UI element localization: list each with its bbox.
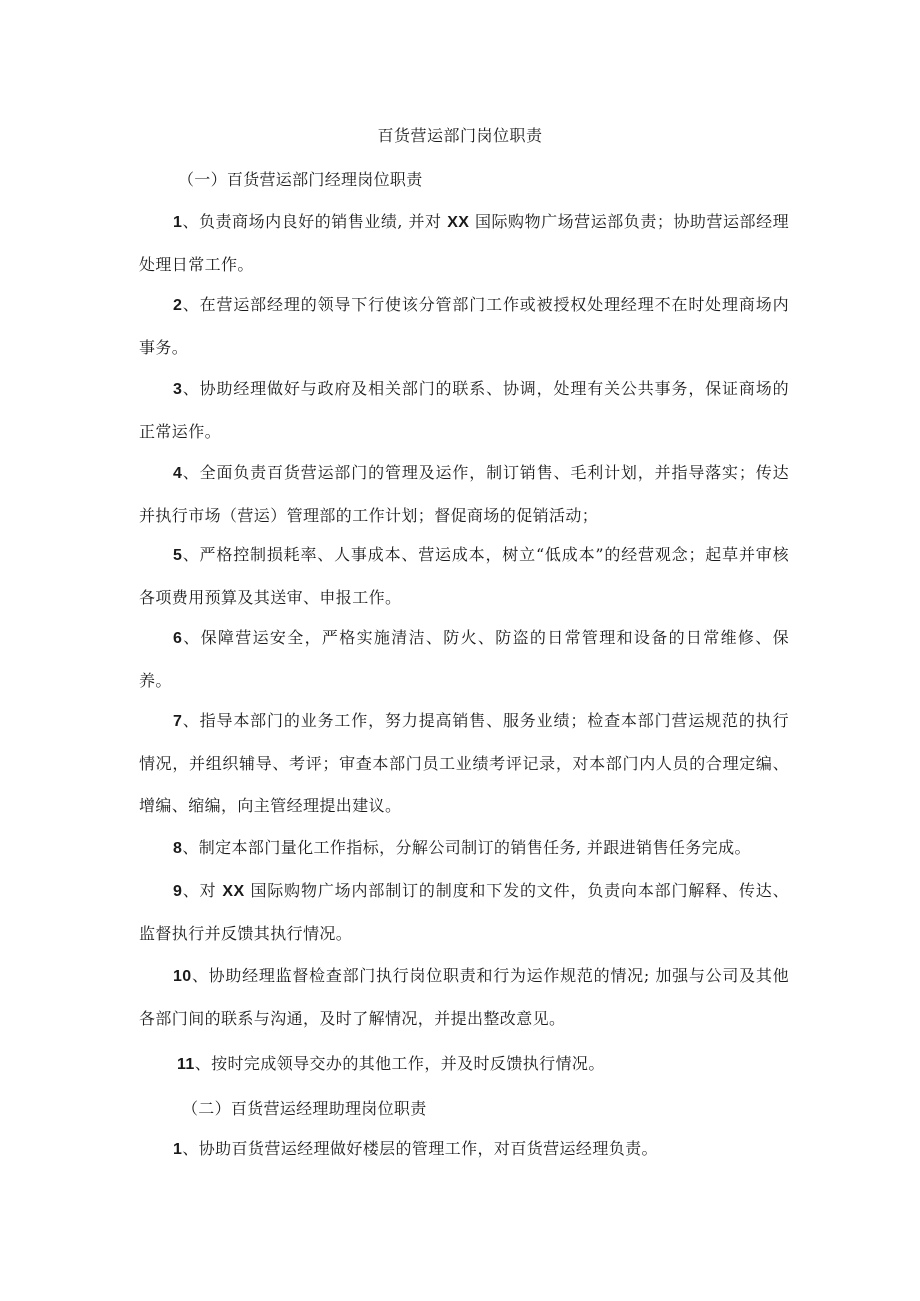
item-text: 、保障营运安全，严格实施清洁、防火、防盗的日常管理和设备的日常维修、保养。 bbox=[139, 628, 789, 690]
item-text: 、负责商场内良好的销售业绩, 并对 bbox=[182, 212, 448, 231]
duty-item-4 bbox=[139, 452, 789, 537]
item-number: 9 bbox=[173, 883, 183, 900]
item-text: 、制定本部门量化工作指标，分解公司制订的销售任务, 并跟进销售任务完成。 bbox=[182, 838, 751, 857]
duty-item-5 bbox=[139, 534, 789, 619]
item-number: 5 bbox=[173, 547, 183, 564]
item-text: 、严格控制损耗率、人事成本、营运成本，树立“低成本”的经营观念；起草并审核各项费用预算及其送审、申报工作。 bbox=[139, 545, 789, 607]
item-text: 、在营运部经理的领导下行使该分管部门工作或被授权处理经理不在时处理商场内事务。 bbox=[139, 295, 789, 357]
company-placeholder: XX bbox=[222, 883, 245, 900]
assistant-duty-item-1 bbox=[139, 1128, 789, 1171]
duty-item-9 bbox=[139, 870, 789, 955]
item-number: 11 bbox=[177, 1056, 195, 1073]
item-number: 3 bbox=[173, 381, 183, 398]
item-text: 、协助经理监督检查部门执行岗位职责和行为运作规范的情况; 加强与公司及其他各部门间的联系与沟通，及时了解情况，并提出整改意见。 bbox=[139, 966, 789, 1028]
item-number: 1 bbox=[173, 214, 183, 231]
document-title: 百货营运部门岗位职责 bbox=[377, 126, 543, 145]
item-number: 8 bbox=[173, 840, 183, 857]
item-number: 7 bbox=[173, 713, 183, 730]
duty-item-3 bbox=[139, 368, 789, 453]
section-heading-1: （一）百货营运部门经理岗位职责 bbox=[178, 170, 423, 189]
item-text: 、协助经理做好与政府及相关部门的联系、协调，处理有关公共事务，保证商场的正常运作。 bbox=[139, 379, 789, 441]
item-number: 6 bbox=[173, 630, 183, 647]
duty-item-6 bbox=[139, 617, 789, 702]
item-text: 、协助百货营运经理做好楼层的管理工作，对百货营运经理负责。 bbox=[182, 1139, 658, 1158]
item-text: 、对 bbox=[182, 881, 223, 900]
item-number: 4 bbox=[173, 465, 183, 482]
section-heading-2: （二）百货营运经理助理岗位职责 bbox=[182, 1099, 427, 1118]
company-placeholder: XX bbox=[447, 214, 470, 231]
item-text: 国际购物广场营运部负责；协助营运部经理处理日常工作。 bbox=[139, 212, 789, 274]
item-number: 10 bbox=[173, 968, 192, 985]
item-text: 、指导本部门的业务工作，努力提高销售、服务业绩；检查本部门营运规范的执行情况，并组织辅导、考评；审查本部门员工业绩考评记录，对本部门内人员的合理定编、增编、缩编，向主管经理提出建议。 bbox=[139, 711, 789, 815]
duty-item-11 bbox=[143, 1043, 793, 1086]
duty-item-7 bbox=[139, 700, 789, 827]
item-text: 、全面负责百货营运部门的管理及运作，制订销售、毛利计划，并指导落实；传达并执行市场（营运）管理部的工作计划；督促商场的促销活动； bbox=[139, 463, 789, 525]
item-number: 1 bbox=[173, 1141, 183, 1158]
duty-item-1 bbox=[139, 201, 789, 286]
duty-item-8 bbox=[139, 827, 789, 870]
item-number: 2 bbox=[173, 297, 183, 314]
item-text: 国际购物广场内部制订的制度和下发的文件，负责向本部门解释、传达、监督执行并反馈其执行情况。 bbox=[139, 881, 789, 943]
duty-item-10 bbox=[139, 955, 789, 1040]
item-text: 、按时完成领导交办的其他工作，并及时反馈执行情况。 bbox=[194, 1054, 605, 1073]
duty-item-2 bbox=[139, 284, 789, 369]
